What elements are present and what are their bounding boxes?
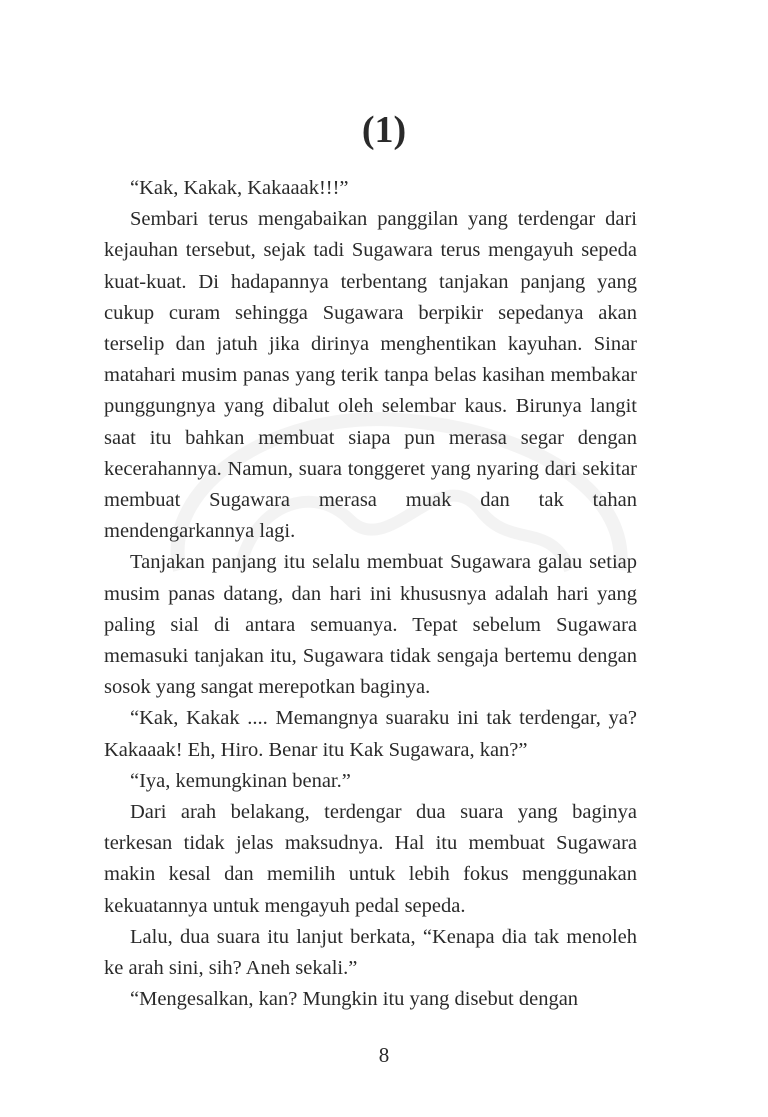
page-number: 8 bbox=[378, 1043, 390, 1067]
paragraph: Tanjakan panjang itu selalu membuat Sugawara galau setiap musim panas datang, dan hari ini khususnya adalah hari yang paling sial di antara semuanya. Tepat sebelum Sugawara memasuki tanjakan itu, Sugawara tidak sengaja bertemu dengan sosok yang sangat merepotkan baginya. bbox=[104, 551, 637, 699]
chapter-title: (1) bbox=[361, 109, 407, 151]
paragraph: “Mengesalkan, kan? Mungkin itu yang disebut dengan bbox=[130, 988, 579, 1011]
paragraph: “Iya, kemungkinan benar.” bbox=[130, 769, 351, 792]
paragraph: “Kak, Kakak, Kakaaak!!!” bbox=[130, 177, 349, 199]
paragraph: Sembari terus mengabaikan panggilan yang terdengar dari kejauhan tersebut, sejak tadi Sugawara terus mengayuh sepeda kuat-kuat. Di hadapannya terbentang tanjakan panjang yang cukup curam sehingga Sugawara berpikir sepedanya akan terselip dan jatuh jika dirinya menghentikan kayuhan. Sinar matahari musim panas yang terik tanpa belas kasihan membakar punggungnya yang dibalut oleh selembar kaus. Birunya langit saat itu bahkan membuat siapa pun merasa segar dengan kecerahannya. Namun, suara tonggeret yang nyaring dari sekitar membuat Sugawara merasa muak dan tak tahan mendengarkannya lagi. bbox=[104, 208, 637, 543]
paragraph: Dari arah belakang, terdengar dua suara yang baginya terkesan tidak jelas maksudnya. Hal itu membuat Sugawara makin kesal dan memilih untuk lebih fokus menggunakan kekuatannya untuk mengayuh pedal sepeda. bbox=[104, 801, 637, 917]
paragraph: “Kak, Kakak .... Memangnya suaraku ini tak terdengar, ya? Kakaaak! Eh, Hiro. Benar itu Kak Sugawara, kan?” bbox=[104, 707, 637, 761]
paragraph: Lalu, dua suara itu lanjut berkata, “Kenapa dia tak menoleh ke arah sini, sih? Aneh sekali.” bbox=[104, 925, 637, 980]
chapter-body bbox=[104, 173, 637, 1015]
